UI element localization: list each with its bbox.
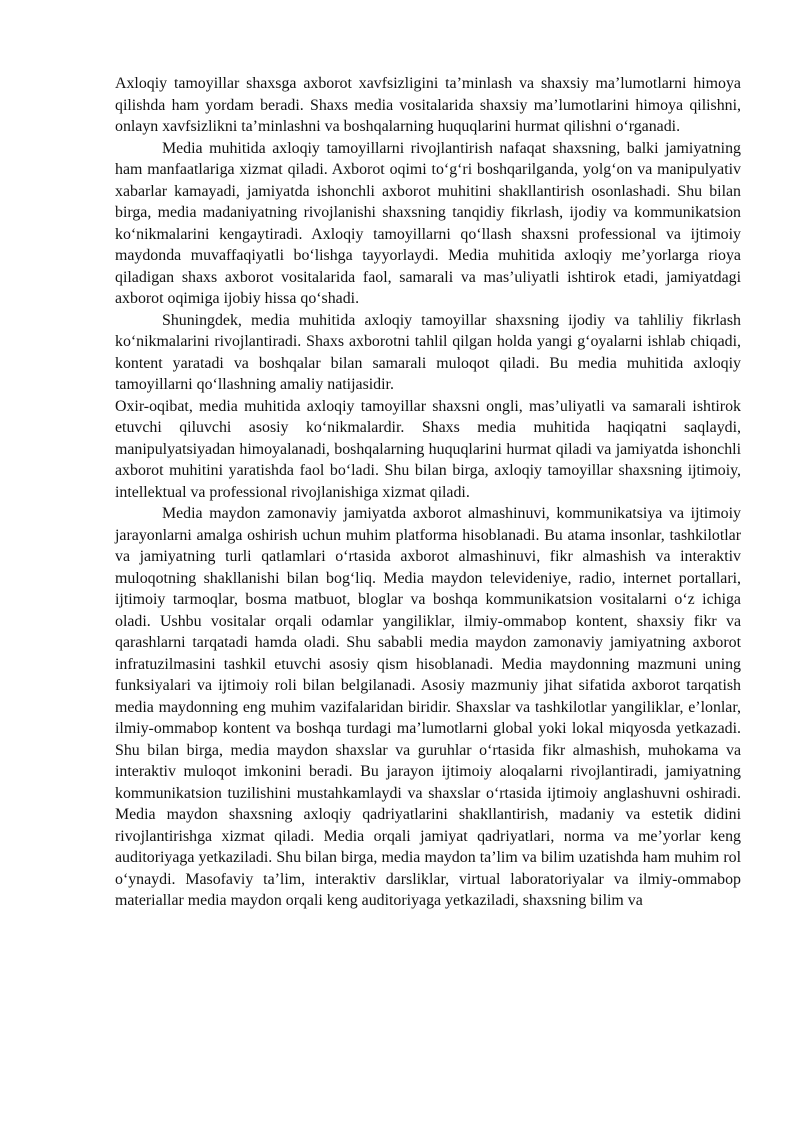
paragraph-5: Media maydon zamonaviy jamiyatda axborot almashinuvi, kommunikatsiya va ijtimoiy jarayonlarni amalga oshirish uchun muhim platforma hisoblanadi. Bu atama insonlar, tashkilotlar va jamiyatning turli qatlamlari o‘rtasida axborot almashinuvi, fikr almashish va interaktiv muloqotning shakllanishi bilan bog‘liq. Media maydon televideniye, radio, internet portallari, ijtimoiy tarmoqlar, bosma matbuot, bloglar va boshqa kommunikatsion vositalarni o‘z ichiga oladi. Ushbu vositalar orqali odamlar yangiliklar, ilmiy-ommabop kontent, shaxsiy fikr va qarashlarni tarqatadi hamda oladi. Shu sababli media maydon zamonaviy jamiyatning axborot infratuzilmasini tashkil etuvchi asosiy qism hisoblanadi. Media maydonning mazmuni uning funksiyalari va ijtimoiy roli bilan belgilanadi. Asosiy mazmuniy jihat sifatida axborot tarqatish media maydonning eng muhim vazifalaridan biridir. Shaxslar va tashkilotlar yangiliklar, e’lonlar, ilmiy-ommabop kontent va boshqa turdagi ma’lumotlarni global yoki lokal miqyosda yetkazadi. Shu bilan birga, media maydon shaxslar va guruhlar o‘rtasida fikr almashish, muhokama va interaktiv muloqot imkonini beradi. Bu jarayon ijtimoiy aloqalarni rivojlantiradi, jamiyatning kommunikatsion tuzilishini mustahkamlaydi va shaxslar o‘rtasida ijtimoiy anglashuvni oshiradi. Media maydon shaxsning axloqiy qadriyatlarini shakllantirish, madaniy va estetik didini rivojlantirishga xizmat qiladi. Media orqali jamiyat qadriyatlari, norma va me’yorlar keng auditoriyaga yetkaziladi. Shu bilan birga, media maydon ta’lim va bilim uzatishda ham muhim rol o‘ynaydi. Masofaviy ta’lim, interaktiv darsliklar, virtual laboratoriyalar va ilmiy-ommabop materiallar media maydon orqali keng auditoriyaga yetkaziladi, shaxsning bilim va — [115, 505, 741, 909]
paragraph-2: Media muhitida axloqiy tamoyillarni rivojlantirish nafaqat shaxsning, balki jamiyatning ham manfaatlariga xizmat qiladi. Axborot oqimi to‘g‘ri boshqarilganda, yolg‘on va manipulyativ xabarlar kamayadi, jamiyatda ishonchli axborot muhitini shakllantirish osonlashadi. Shu bilan birga, media madaniyatning rivojlanishi shaxsning tanqidiy fikrlash, ijodiy va kommunikatsion ko‘nikmalarini kengaytiradi. Axloqiy tamoyillarni qo‘llash shaxsni professional va ijtimoiy maydonda muvaffaqiyatli bo‘lishga tayyorlaydi. Media muhitida axloqiy me’yorlarga rioya qiladigan shaxs axborot vositalarida faol, samarali va mas’uliyatli ishtirok etadi, jamiyatdagi axborot oqimiga ijobiy hissa qo‘shadi. — [115, 139, 741, 307]
paragraph-1: Axloqiy tamoyillar shaxsga axborot xavfsizligini ta’minlash va shaxsiy ma’lumotlarni himoya qilishda ham yordam beradi. Shaxs media vositalarida shaxsiy ma’lumotlarini himoya qilishni, onlayn xavfsizlikni ta’minlashni va boshqalarning huquqlarini hurmat qilishni o‘rganadi. — [115, 75, 741, 135]
document-page — [115, 73, 741, 912]
paragraph-3: Shuningdek, media muhitida axloqiy tamoyillar shaxsning ijodiy va tahliliy fikrlash ko‘nikmalarini rivojlantiradi. Shaxs axborotni tahlil qilgan holda yangi g‘oyalarni ishlab chiqadi, kontent yaratadi va boshqalar bilan samarali muloqot qiladi. Bu media muhitida axloqiy tamoyillarni qo‘llashning amaliy natijasidir. — [115, 311, 741, 393]
paragraph-4: Oxir-oqibat, media muhitida axloqiy tamoyillar shaxsni ongli, mas’uliyatli va samarali ishtirok etuvchi qiluvchi asosiy ko‘nikmalardir. Shaxs media muhitida haqiqatni saqlaydi, manipulyatsiyadan himoyalanadi, boshqalarning huquqlarini hurmat qiladi va jamiyatda ishonchli axborot muhitini yaratishda faol bo‘ladi. Shu bilan birga, axloqiy tamoyillar shaxsning ijtimoiy, intellektual va professional rivojlanishiga xizmat qiladi. — [115, 397, 741, 501]
